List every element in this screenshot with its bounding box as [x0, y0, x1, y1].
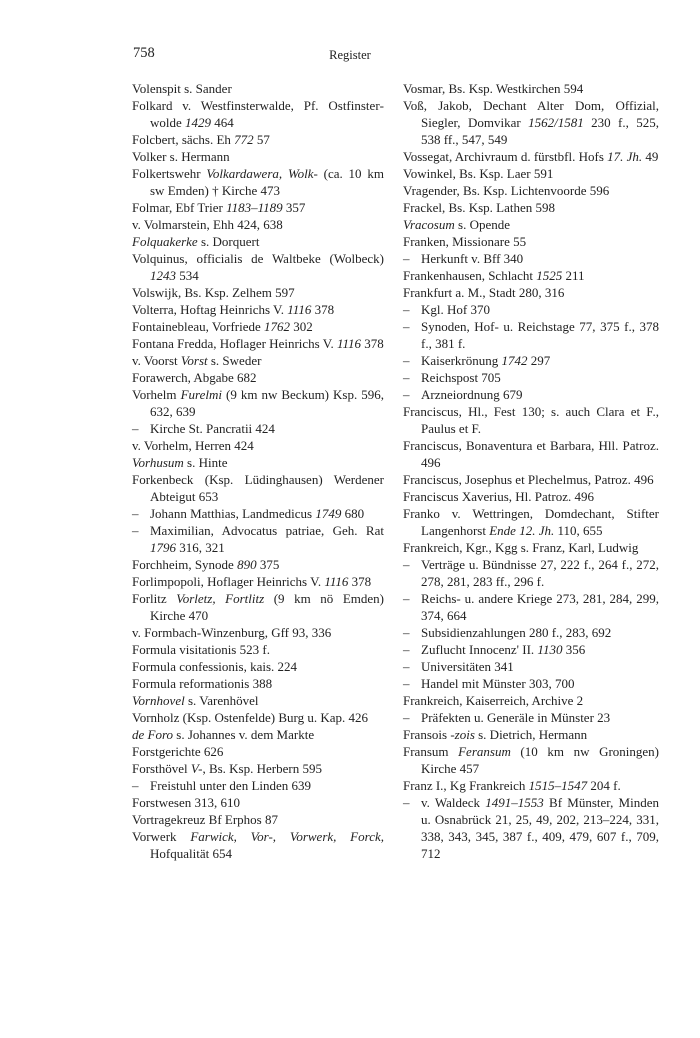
subentry-dash: – [132, 506, 139, 521]
entry-text: Formula confessionis, kais. 224 [132, 659, 298, 674]
entry-italic-text: V- [190, 761, 203, 776]
entry-italic-text: Vorst [180, 353, 208, 368]
index-entry [132, 471, 384, 505]
entry-text: (ca. 10 km sw Emden) † Kirche 473 [150, 166, 384, 198]
index-entry [132, 284, 384, 301]
entry-italic-text: Furelmi [180, 387, 222, 402]
index-entry [132, 80, 384, 97]
subentry-dash: – [132, 421, 139, 436]
index-entry [403, 403, 659, 437]
entry-italic-text: -zois [450, 727, 475, 742]
entry-text: 57 [253, 132, 270, 147]
entry-text: Folcbert, sächs. Eh [132, 132, 235, 147]
entry-text: 110, 655 [554, 523, 603, 538]
subentry-dash: – [403, 795, 410, 810]
entry-text: 534 [176, 268, 199, 283]
index-subentry [403, 369, 659, 386]
entry-text: Fontana Fredda, Hoflager Heinrichs V. [132, 336, 337, 351]
index-entry [403, 777, 659, 794]
entry-italic-text: 1796 [150, 540, 176, 555]
entry-text: Volker s. Hermann [132, 149, 230, 164]
index-subentry [403, 658, 659, 675]
entry-text: Franko v. Wettringen, Domdechant, Stifter Langenhorst [403, 506, 659, 538]
index-entry [132, 369, 384, 386]
entry-text: 204 f. [587, 778, 621, 793]
entry-text: Frankenhausen, Schlacht [403, 268, 537, 283]
entry-text: v. Formbach-Winzenburg, Gff 93, 336 [132, 625, 332, 640]
index-entry [132, 199, 384, 216]
index-entry [132, 794, 384, 811]
subentry-dash: – [403, 302, 410, 317]
entry-text: Franciscus Xaverius, Hl. Patroz. 496 [403, 489, 594, 504]
entry-text: s. Johannes v. dem Markte [173, 727, 315, 742]
entry-text: Franz I., Kg Frankreich [403, 778, 529, 793]
index-entry [132, 590, 384, 624]
index-subentry [403, 709, 659, 726]
index-entry [403, 539, 659, 556]
index-entry [132, 216, 384, 233]
index-entry [403, 233, 659, 250]
entry-text: s. Dietrich, Hermann [474, 727, 588, 742]
subentry-dash: – [403, 319, 410, 334]
index-subentry [403, 794, 659, 862]
index-entry [132, 675, 384, 692]
entry-text: Vorwerk [132, 829, 191, 844]
entry-text: Kgl. Hof 370 [421, 302, 490, 317]
index-subentry [403, 675, 659, 692]
entry-text: Verträge u. Bündnisse 27, 222 f., 264 f., 272, 278, 281, 283 ff., 296 f. [421, 557, 659, 589]
index-entry [403, 437, 659, 471]
entry-italic-text: 772 [234, 132, 254, 147]
entry-text: Frackel, Bs. Ksp. Lathen 598 [403, 200, 556, 215]
entry-text: 378 [311, 302, 335, 317]
subentry-dash: – [403, 625, 410, 640]
entry-text: Forstwesen 313, 610 [132, 795, 240, 810]
index-entry [132, 352, 384, 369]
index-column-right [403, 80, 659, 862]
index-entry [403, 284, 659, 301]
entry-text: Vowinkel, Bs. Ksp. Laer 591 [403, 166, 554, 181]
entry-text: Frankfurt a. M., Stadt 280, 316 [403, 285, 565, 300]
entry-italic-text: Vorhusum [132, 455, 184, 470]
index-entry [403, 488, 659, 505]
subentry-dash: – [403, 659, 410, 674]
page-number: 758 [133, 45, 155, 61]
index-entry [132, 148, 384, 165]
index-entry [403, 148, 659, 165]
index-entry [403, 743, 659, 777]
index-entry [403, 216, 659, 233]
index-entry [132, 726, 384, 743]
entry-text: Franciscus, Hl., Fest 130; s. auch Clara et F., Paulus et F. [403, 404, 659, 436]
entry-text: Folkard v. Westfinsterwalde, Pf. Ostfinsterwolde [132, 98, 384, 130]
index-entry [403, 182, 659, 199]
entry-italic-text: 1491–1553 [485, 795, 544, 810]
entry-text: Forkenbeck (Ksp. Lüdinghausen) Werdener Abteigut 653 [132, 472, 384, 504]
entry-text: Fontainebleau, Vorfriede [132, 319, 265, 334]
entry-text: 230 f., 525, 538 ff., 547, 549 [421, 115, 659, 147]
entry-italic-text: 1515–1547 [528, 778, 588, 793]
index-entry [132, 556, 384, 573]
index-entry [403, 165, 659, 182]
subentry-dash: – [132, 523, 139, 538]
subentry-dash: – [403, 676, 410, 691]
entry-text: Vorhelm [132, 387, 181, 402]
entry-italic-text: 1183–1189 [226, 200, 283, 215]
entry-text: Volquinus, officialis de Waltbeke (Wolbeck) [132, 251, 384, 266]
subentry-dash: – [403, 387, 410, 402]
index-entry [132, 709, 384, 726]
index-entry [132, 165, 384, 199]
entry-text: Maximilian, Advocatus patriae, Geh. Rat [150, 523, 384, 538]
entry-text: Forlimpopoli, Hoflager Heinrichs V. [132, 574, 325, 589]
index-subentry [403, 352, 659, 369]
entry-text: Franken, Missionare 55 [403, 234, 527, 249]
entry-text: Präfekten u. Generäle in Münster 23 [421, 710, 611, 725]
index-entry [403, 267, 659, 284]
entry-text: Vortragekreuz Bf Erphos 87 [132, 812, 278, 827]
entry-text: 211 [562, 268, 585, 283]
entry-text: Universitäten 341 [421, 659, 514, 674]
entry-text: Fransois [403, 727, 451, 742]
entry-italic-text: 1742 [501, 353, 528, 368]
index-subentry [403, 641, 659, 658]
entry-italic-text: Folquakerke [132, 234, 198, 249]
entry-text: Franciscus, Bonaventura et Barbara, Hll. Patroz. 496 [403, 438, 659, 470]
entry-text: Johann Matthias, Landmedicus [150, 506, 316, 521]
entry-text: 378 [361, 336, 384, 351]
entry-italic-text: 1749 [315, 506, 342, 521]
entry-text: , Bs. Ksp. Herbern 595 [202, 761, 322, 776]
entry-text: 356 [562, 642, 586, 657]
subentry-dash: – [403, 642, 410, 657]
index-entry [132, 437, 384, 454]
entry-text: 378 [348, 574, 372, 589]
entry-italic-text: 17. Jh. [607, 149, 643, 164]
index-entry [132, 641, 384, 658]
index-subentry [403, 590, 659, 624]
entry-text: Forsthövel [132, 761, 191, 776]
entry-italic-text: Farwick, Vor-, Vorwerk, Forck, [190, 829, 384, 844]
entry-italic-text: Vracosum [403, 217, 455, 232]
entry-italic-text: Volkardawera, Wolk- [206, 166, 318, 181]
index-entry [132, 760, 384, 777]
entry-text: Formula reformationis 388 [132, 676, 273, 691]
entry-text: Vornholz (Ksp. Ostenfelde) Burg u. Kap. 426 [132, 710, 369, 725]
entry-text: Bf Münster, Minden u. Osnabrück 21, 25, 49, 202, 213–224, 331, 338, 343, 345, 387 f., 409, 479, 607 f., 709, 712 [421, 795, 659, 861]
entry-text: Forawerch, Abgabe 682 [132, 370, 257, 385]
entry-text: s. Hinte [183, 455, 228, 470]
entry-text: Folkertswehr [132, 166, 207, 181]
index-entry [132, 386, 384, 420]
entry-text: Frankreich, Kgr., Kgg s. Franz, Karl, Ludwig [403, 540, 639, 555]
entry-text: Kaiserkrönung [421, 353, 502, 368]
entry-italic-text: Feransum [458, 744, 511, 759]
entry-italic-text: 1762 [264, 319, 291, 334]
entry-text: Zuflucht Innocenz' II. [421, 642, 538, 657]
entry-text: Folmar, Ebf Trier [132, 200, 227, 215]
entry-text: s. Dorquert [197, 234, 260, 249]
index-entry [132, 97, 384, 131]
entry-text: 316, 321 [176, 540, 225, 555]
entry-italic-text: de Foro [132, 727, 174, 742]
entry-text: 680 [341, 506, 365, 521]
entry-text: Hofqualität 654 [150, 846, 232, 861]
entry-italic-text: 1525 [536, 268, 563, 283]
entry-text: Vragender, Bs. Ksp. Lichtenvoorde 596 [403, 183, 610, 198]
entry-text: v. Waldeck [421, 795, 486, 810]
entry-text: Forlitz [132, 591, 177, 606]
entry-text: s. Opende [454, 217, 511, 232]
index-entry [132, 131, 384, 148]
entry-text: Herkunft v. Bff 340 [421, 251, 524, 266]
index-subentry [403, 556, 659, 590]
entry-text: 375 [256, 557, 280, 572]
entry-text: Formula visitationis 523 f. [132, 642, 270, 657]
entry-italic-text: 1116 [324, 574, 349, 589]
index-entry [132, 658, 384, 675]
entry-text: Vossegat, Archivraum d. fürstbfl. Hofs [403, 149, 608, 164]
entry-text: Franciscus, Josephus et Plechelmus, Patroz. 496 [403, 472, 654, 487]
entry-italic-text: 1130 [537, 642, 563, 657]
index-entry [132, 692, 384, 709]
subentry-dash: – [403, 353, 410, 368]
entry-italic-text: Vornhovel [132, 693, 185, 708]
entry-text: Voß, Jakob, Dechant Alter Dom, Offizial, Siegler, Domvikar [403, 98, 659, 130]
entry-text: v. Vorhelm, Herren 424 [132, 438, 254, 453]
running-title: Register [329, 48, 371, 62]
entry-italic-text: 1243 [150, 268, 176, 283]
entry-text: Reichspost 705 [421, 370, 501, 385]
entry-text: (9 km nw Beckum) Ksp. 596, 632, 639 [150, 387, 384, 419]
entry-text: 49 [642, 149, 659, 164]
index-entry [403, 505, 659, 539]
index-subentry [132, 777, 384, 794]
entry-text: (9 km nö Emden) Kirche 470 [150, 591, 385, 623]
entry-italic-text: 1429 [185, 115, 212, 130]
entry-text: Reichs- u. andere Kriege 273, 281, 284, 299, 374, 664 [421, 591, 659, 623]
subentry-dash: – [403, 557, 410, 572]
index-subentry [403, 250, 659, 267]
entry-text: s. Varenhövel [184, 693, 259, 708]
index-entry [403, 692, 659, 709]
index-subentry [403, 624, 659, 641]
entry-text: Volenspit s. Sander [132, 81, 232, 96]
entry-text: Synoden, Hof- u. Reichstage 77, 375 f., 378 f., 381 f. [421, 319, 659, 351]
entry-text: Volswijk, Bs. Ksp. Zelhem 597 [132, 285, 295, 300]
index-entry [403, 80, 659, 97]
entry-text: Kirche St. Pancratii 424 [150, 421, 275, 436]
index-entry [132, 624, 384, 641]
entry-text: Handel mit Münster 303, 700 [421, 676, 575, 691]
entry-text: v. Voorst [132, 353, 181, 368]
index-entry [132, 454, 384, 471]
index-subentry [403, 318, 659, 352]
subentry-dash: – [132, 778, 139, 793]
index-entry [403, 97, 659, 148]
entry-text: Volterra, Hoftag Heinrichs V. [132, 302, 288, 317]
entry-text: (10 km nw Groningen) Kirche 457 [421, 744, 659, 776]
entry-text: 357 [282, 200, 306, 215]
index-entry [132, 811, 384, 828]
entry-text: s. Sweder [207, 353, 262, 368]
entry-text: Frankreich, Kaiserreich, Archive 2 [403, 693, 584, 708]
index-subentry [132, 522, 384, 556]
entry-text: 464 [211, 115, 234, 130]
entry-text: v. Volmarstein, Ehh 424, 638 [132, 217, 283, 232]
subentry-dash: – [403, 251, 410, 266]
entry-italic-text: 890 [237, 557, 257, 572]
entry-italic-text: 1116 [287, 302, 312, 317]
entry-text: Subsidienzahlungen 280 f., 283, 692 [421, 625, 612, 640]
entry-text: Vosmar, Bs. Ksp. Westkirchen 594 [403, 81, 584, 96]
index-entry [132, 318, 384, 335]
entry-italic-text: Ende 12. Jh. [489, 523, 555, 538]
entry-text: 297 [527, 353, 551, 368]
entry-italic-text: Vorletz, Fortlitz [176, 591, 265, 606]
entry-text: Fransum [403, 744, 459, 759]
index-entry [403, 726, 659, 743]
entry-text: Forstgerichte 626 [132, 744, 224, 759]
index-entry [132, 250, 384, 284]
subentry-dash: – [403, 370, 410, 385]
subentry-dash: – [403, 591, 410, 606]
entry-text: Arzneiordnung 679 [421, 387, 523, 402]
index-entry [403, 199, 659, 216]
index-subentry [403, 301, 659, 318]
index-subentry [132, 505, 384, 522]
index-entry [132, 573, 384, 590]
index-subentry [132, 420, 384, 437]
entry-text: 302 [290, 319, 313, 334]
index-entry [132, 233, 384, 250]
index-subentry [403, 386, 659, 403]
index-entry [132, 743, 384, 760]
index-column-left [132, 80, 384, 862]
subentry-dash: – [403, 710, 410, 725]
entry-italic-text: 1116 [336, 336, 362, 351]
index-entry [132, 301, 384, 318]
entry-italic-text: 1562/1581 [528, 115, 584, 130]
entry-text: Forchheim, Synode [132, 557, 238, 572]
index-entry [132, 335, 384, 352]
entry-text: Freistuhl unter den Linden 639 [150, 778, 312, 793]
index-entry [132, 828, 384, 862]
index-entry [403, 471, 659, 488]
